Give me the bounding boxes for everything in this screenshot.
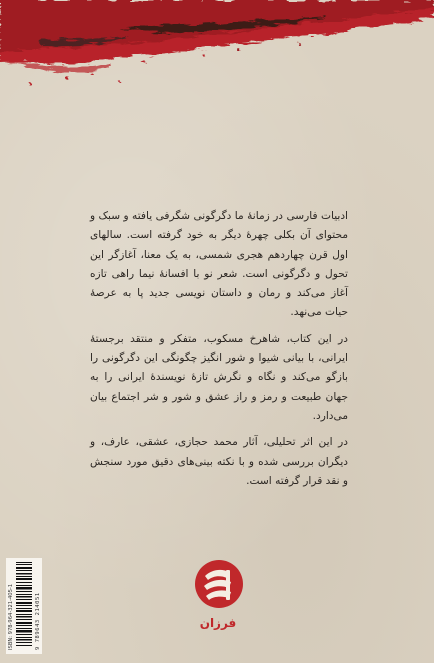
blurb-text [90,207,348,498]
blurb-paragraph-1: ادبیات فارسی در زمانهٔ ما دگرگونی شگرفی یافته و سبک و محتوای آن بکلی چهرهٔ دیگر به خود گرفته است. سالهای اول قرن چهاردهم هجری شمسی، به یک معنا، آغازگر این تحول و دگرگونی است. شعر نو با افسانهٔ نیما راهی تازه آغاز می‌کند و رمان و داستان نویسی جدید پا به عرصهٔ حیات می‌نهد. [90,210,348,319]
isbn-barcode [6,558,42,654]
blurb-paragraph-3: در این اثر تحلیلی، آثار محمد حجازی، عشقی، عارف، و دیگران بررسی شده و با نکته بینی‌های دقیق مورد سنجش و نقد قرار گرفته است. [90,436,348,487]
red-paint-stroke [0,0,434,100]
isbn-label: ISBN: 978-964-321-405-1 [8,583,14,650]
blurb-paragraph-2: در این کتاب، شاهرخ مسکوب، متفکر و منتقد برجستهٔ ایرانی، با بیانی شیوا و شور انگیز چگونگی این دگرگونی را بازگو می‌کند و نگاه و نگرش تازهٔ نویسندهٔ ایرانی را به جهان طبیعت و رمز و راز عشق و شور و شر اجتماع بیان می‌دارد. [90,332,348,422]
publisher-name: فرزان [199,616,237,630]
farzan-logo-icon [193,556,245,618]
barcode-digits: 9 789643 214051 [35,592,41,650]
